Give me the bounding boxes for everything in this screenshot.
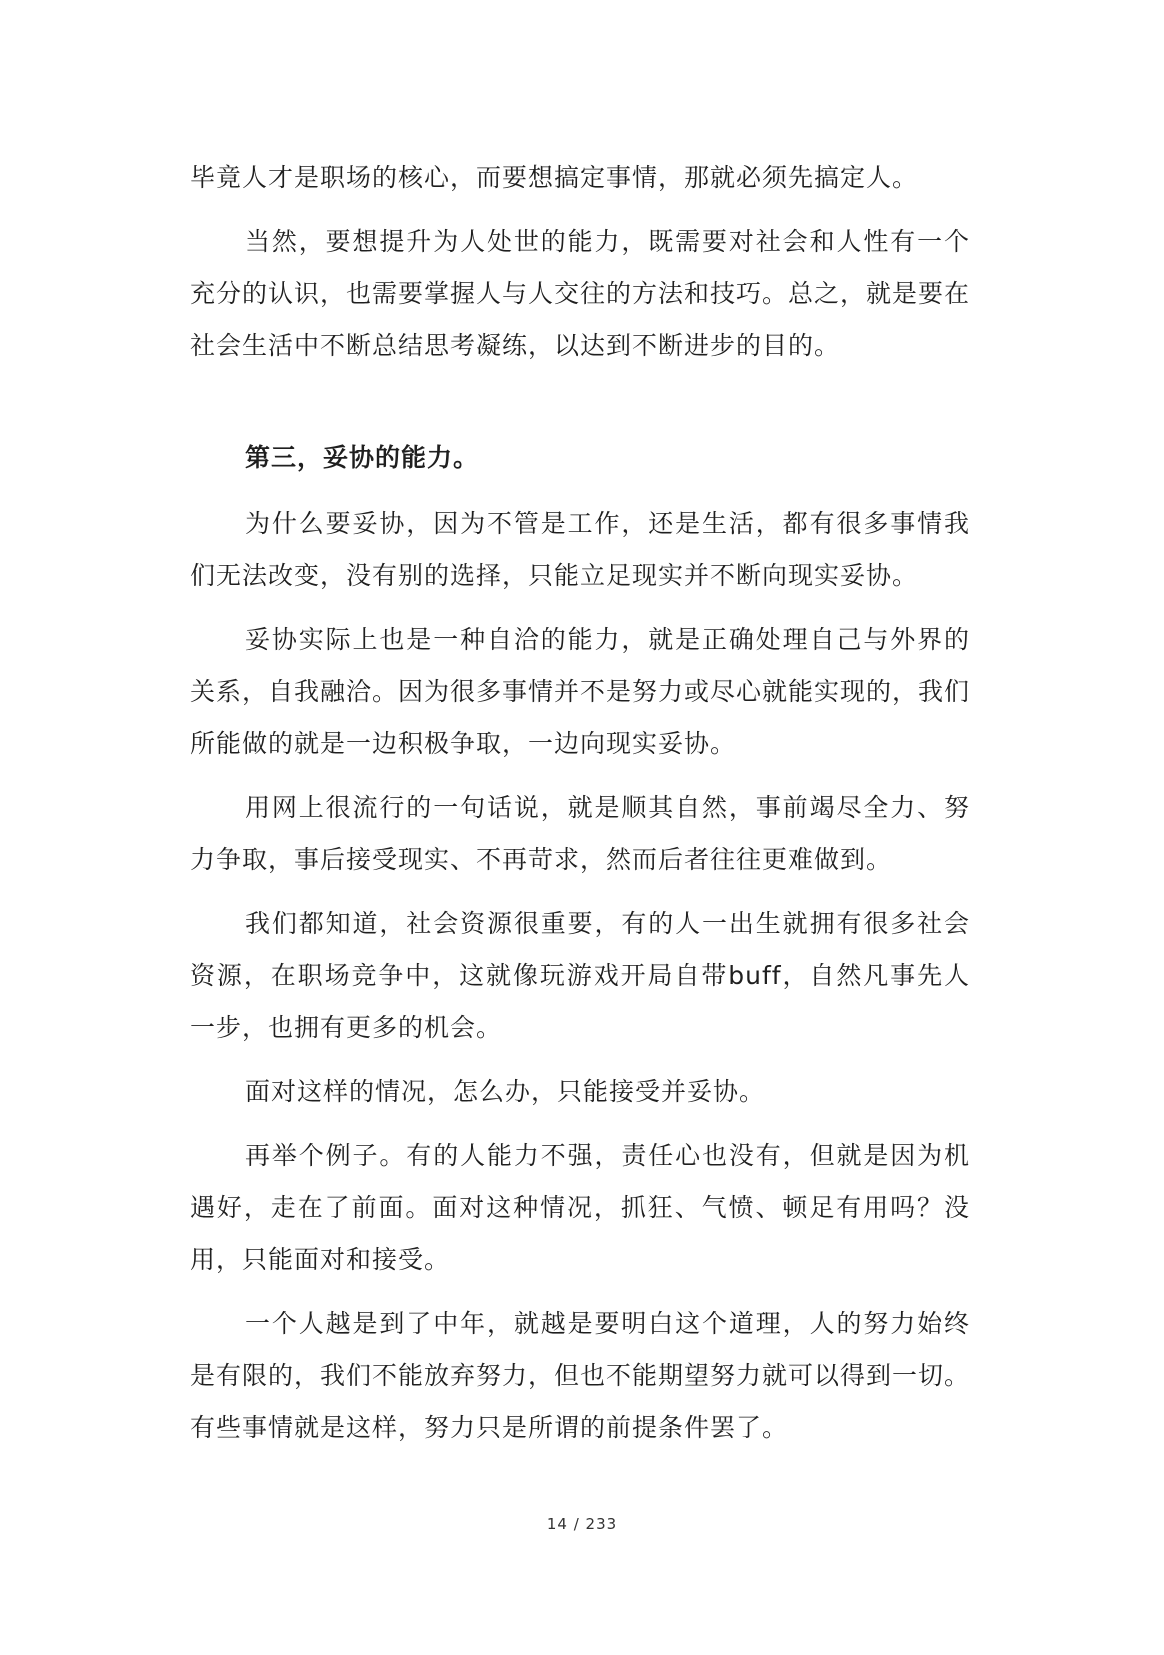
paragraph-7: 一个人越是到了中年，就越是要明白这个道理，人的努力始终是有限的，我们不能放弃努力，但也不能期望努力就可以得到一切。有些事情就是这样，努力只是所谓的前提条件罢了。: [190, 1309, 971, 1442]
paragraph-6: 再举个例子。有的人能力不强，责任心也没有，但就是因为机遇好，走在了前面。面对这种情况，抓狂、气愤、顿足有用吗？没用，只能面对和接受。: [190, 1141, 970, 1274]
paragraph-2: 妥协实际上也是一种自洽的能力，就是正确处理自己与外界的关系，自我融洽。因为很多事情并不是努力或尽心就能实现的，我们所能做的就是一边积极争取，一边向现实妥协。: [190, 625, 971, 758]
section-three: [190, 432, 970, 1466]
paragraph-5: 面对这样的情况，怎么办，只能接受并妥协。: [245, 1077, 766, 1106]
section-heading: 第三，妥协的能力。: [245, 443, 480, 472]
paragraph-3: 用网上很流行的一句话说，就是顺其自然，事前竭尽全力、努力争取，事后接受现实、不再苛求，然而后者往往更难做到。: [190, 793, 970, 874]
page-number: 14 / 233: [546, 1515, 618, 1533]
intro-section: [190, 152, 970, 384]
paragraph-4: 我们都知道，社会资源很重要，有的人一出生就拥有很多社会资源，在职场竞争中，这就像玩游戏开局自带buff，自然凡事先人一步，也拥有更多的机会。: [190, 909, 970, 1042]
paragraph-1: 为什么要妥协，因为不管是工作，还是生活，都有很多事情我们无法改变，没有别的选择，只能立足现实并不断向现实妥协。: [190, 509, 970, 590]
paragraph-intro-2: 当然，要想提升为人处世的能力，既需要对社会和人性有一个充分的认识，也需要掌握人与人交往的方法和技巧。总之，就是要在社会生活中不断总结思考凝练，以达到不断进步的目的。: [190, 227, 971, 360]
paragraph-intro-1: 毕竟人才是职场的核心，而要想搞定事情，那就必须先搞定人。: [190, 163, 919, 192]
